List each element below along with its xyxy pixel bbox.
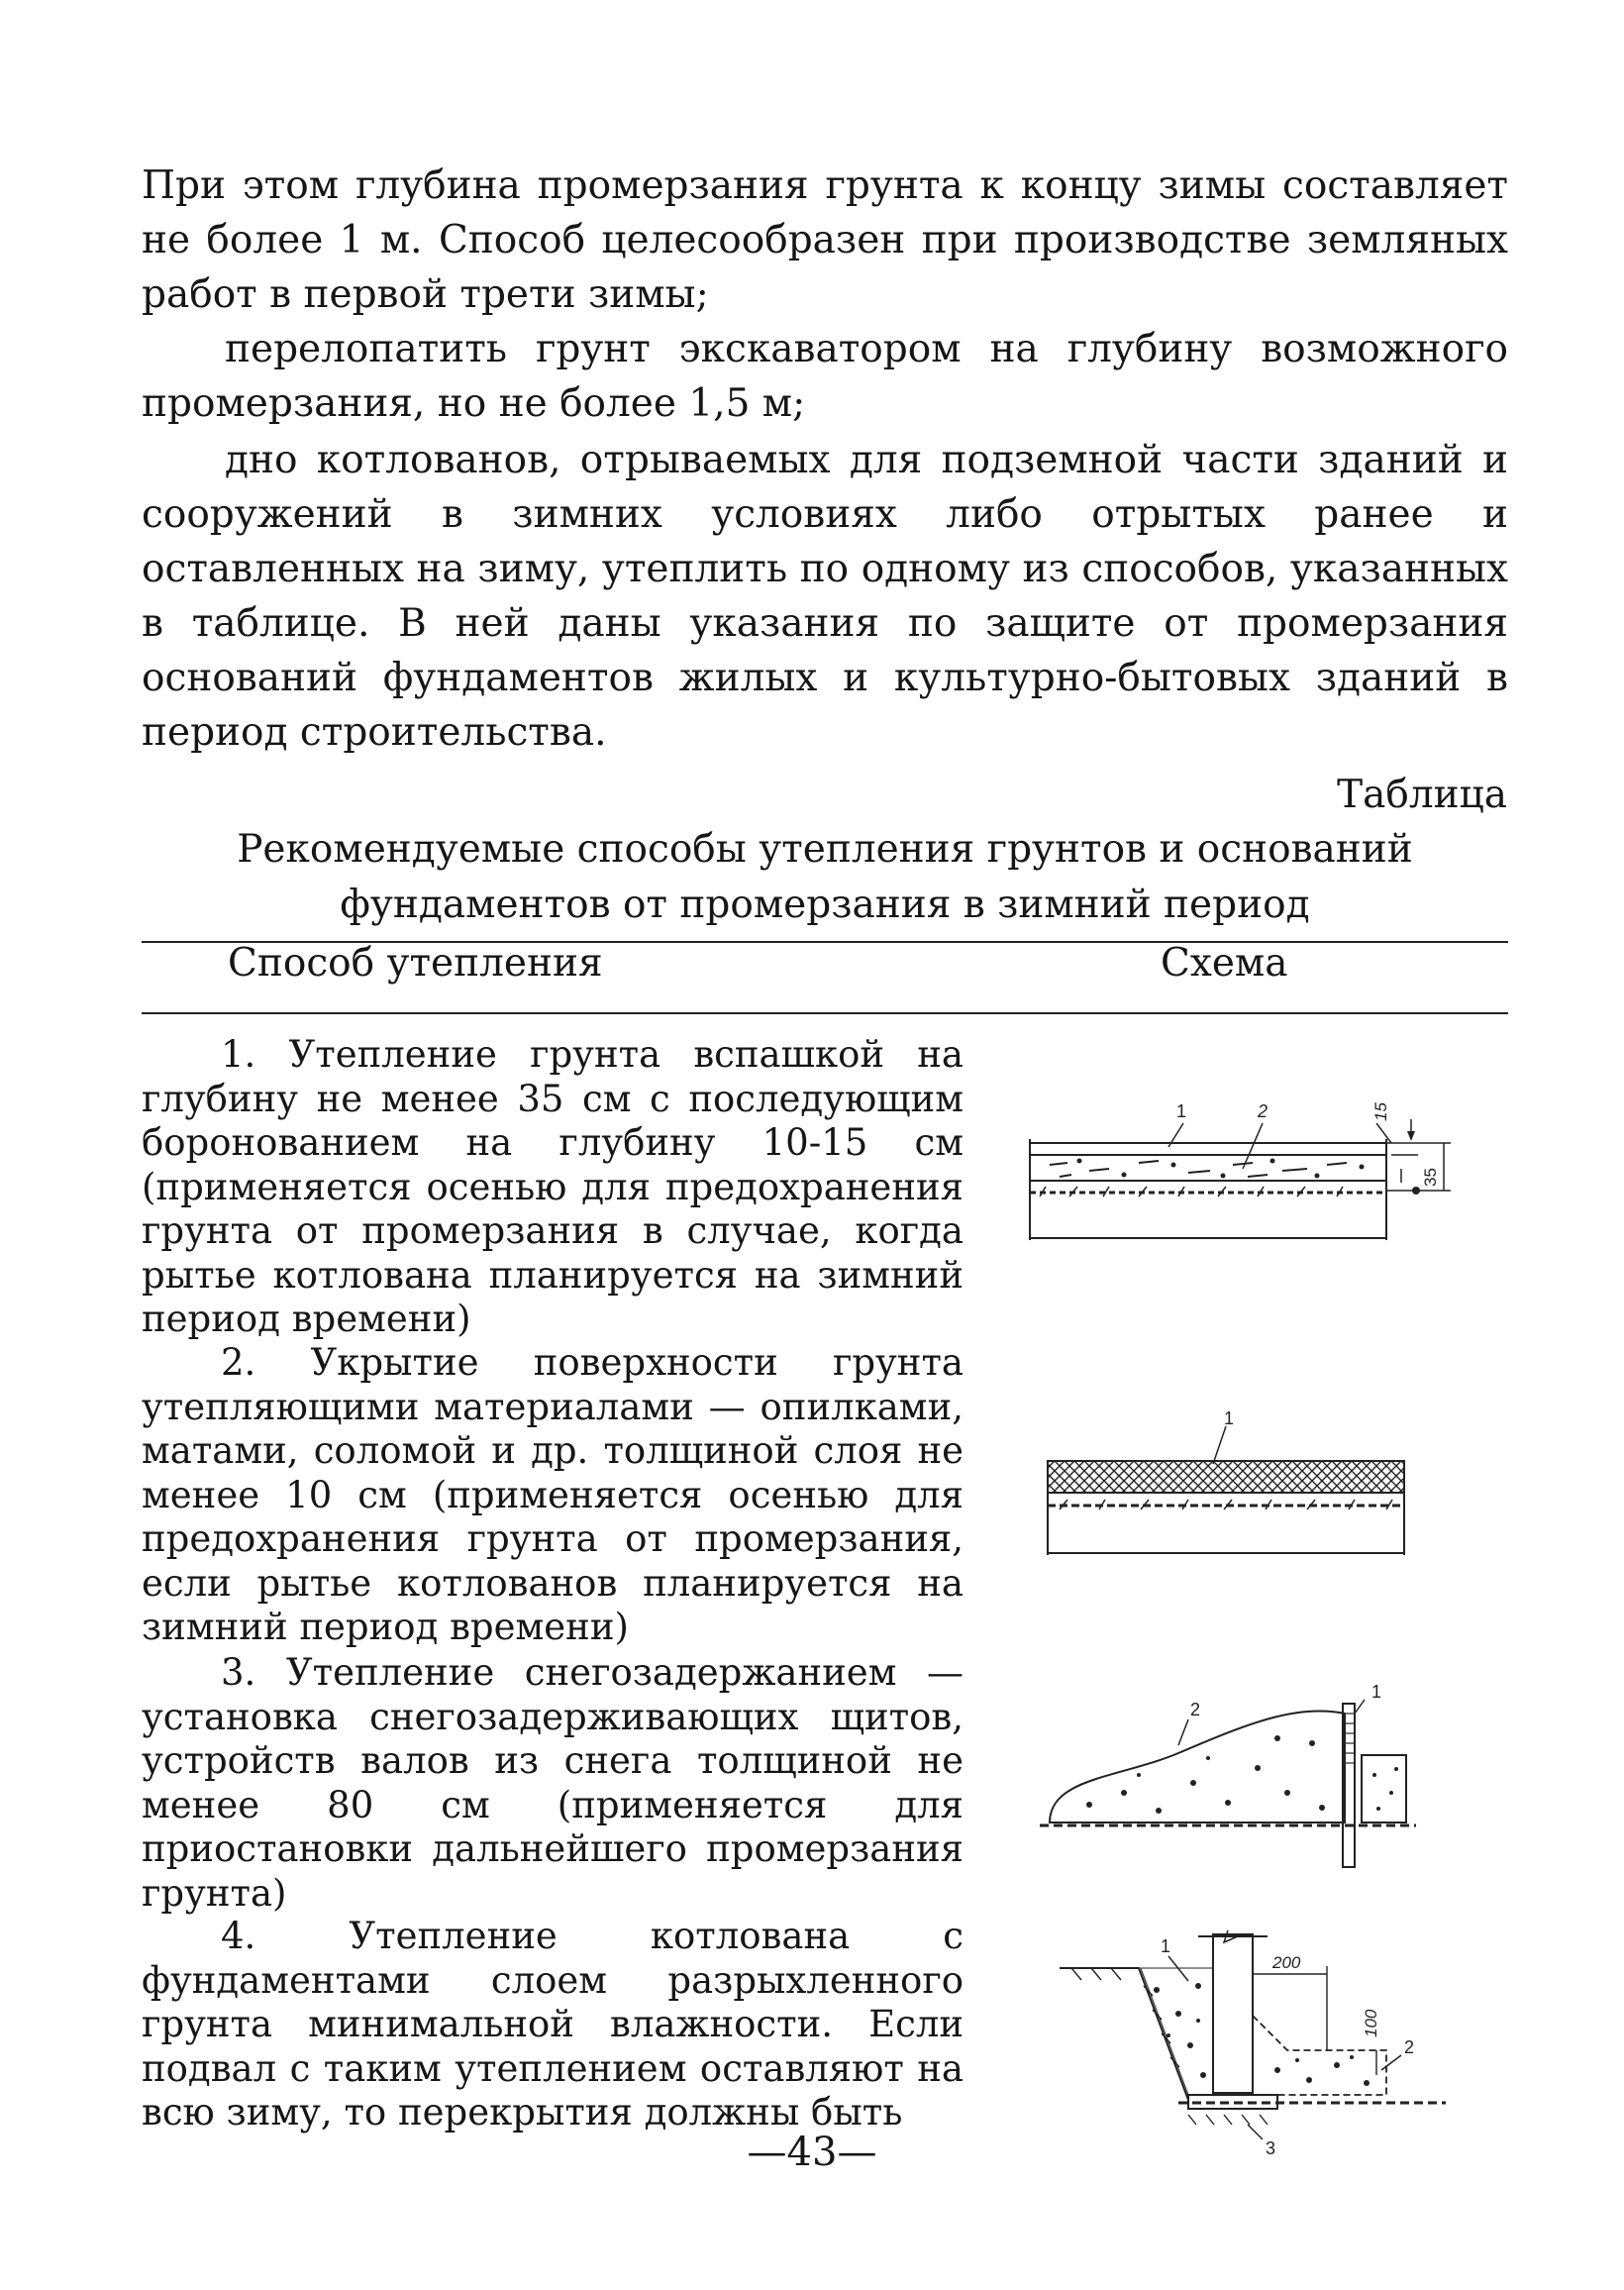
schema-4-dim-200: 200 bbox=[1272, 1953, 1301, 1972]
table-row-2-text: 2. Укрытие поверхности грунта утепляющими материалами — опилками, матами, соломой и др. толщиной слоя не менее 10 см (применяется осенью для предохранения грунта от промерзания, если рытье котлованов планируется на зимний период времени) bbox=[142, 1341, 964, 1648]
column-header-scheme: Схема bbox=[1161, 941, 1288, 986]
table-row-1-text: 1. Утепление грунта вспашкой на глубину не менее 35 см с последующим боронованием на глубину 10-15 см (применяется осенью для предохранения грунта от промерзания в случае, когда рытье котлована планируется на зимний период времени) bbox=[142, 1033, 964, 1340]
table-label: Таблица bbox=[1337, 773, 1507, 817]
schema-1-label-1: 1 bbox=[1176, 1101, 1187, 1121]
schema-1-dim-side: 35 bbox=[1421, 1168, 1440, 1187]
schema-3-label-2: 2 bbox=[1190, 1700, 1201, 1719]
schema-1-plowing-diagram bbox=[1020, 1080, 1475, 1248]
paragraph-1: При этом глубина промерзания грунта к концу зимы составляет не более 1 м. Способ целесообразен при производстве земляных работ в первой трети зимы; bbox=[142, 163, 1508, 317]
schema-3-label-1: 1 bbox=[1371, 1684, 1382, 1702]
table-row-3-text: 3. Утепление снегозадержанием — установка снегозадерживающих щитов, устройств валов из снега толщиной не менее 80 см (применяется для приостановки дальнейшего промерзания грунта) bbox=[142, 1651, 964, 1915]
column-header-method: Способ утепления bbox=[228, 941, 603, 986]
schema-3-snow-retention-diagram bbox=[1030, 1684, 1446, 1892]
table-title: Рекомендуемые способы утепления грунтов и оснований фундаментов от промерзания в зимний период bbox=[237, 827, 1413, 927]
schema-2-label-1: 1 bbox=[1224, 1408, 1235, 1428]
schema-4-dim-100: 100 bbox=[1362, 2009, 1380, 2037]
schema-4-pit-foundation-diagram bbox=[1050, 1926, 1466, 2164]
paragraph-2: перелопатить грунт экскаватором на глубину возможного промерзания, но не более 1,5 м; bbox=[142, 327, 1508, 426]
table-rule-header bbox=[142, 1012, 1508, 1014]
schema-2-covering-diagram bbox=[1030, 1406, 1426, 1565]
schema-4-label-1: 1 bbox=[1161, 1936, 1171, 1956]
schema-1-dim-top: 15 bbox=[1371, 1102, 1390, 1121]
schema-1-label-2: 2 bbox=[1258, 1101, 1269, 1121]
table-row-4-text: 4. Утепление котлована с фундаментами слоем разрыхленного грунта минимальной влажности. Если подвал с таким утеплением оставляют на всю зиму, то перекрытия должны быть bbox=[142, 1915, 964, 2134]
page-number: —43— bbox=[747, 2130, 877, 2175]
schema-4-label-2: 2 bbox=[1404, 2037, 1415, 2057]
schema-4-label-3: 3 bbox=[1266, 2138, 1276, 2158]
paragraph-3: дно котлованов, отрываемых для подземной части зданий и сооружений в зимних условиях либо отрытых ранее и оставленных на зиму, утеплить по одному из способов, указанных в таблице. В ней даны указания по защите от промерзания оснований фундаментов жилых и культурно-бытовых зданий в период строительства. bbox=[142, 438, 1508, 755]
